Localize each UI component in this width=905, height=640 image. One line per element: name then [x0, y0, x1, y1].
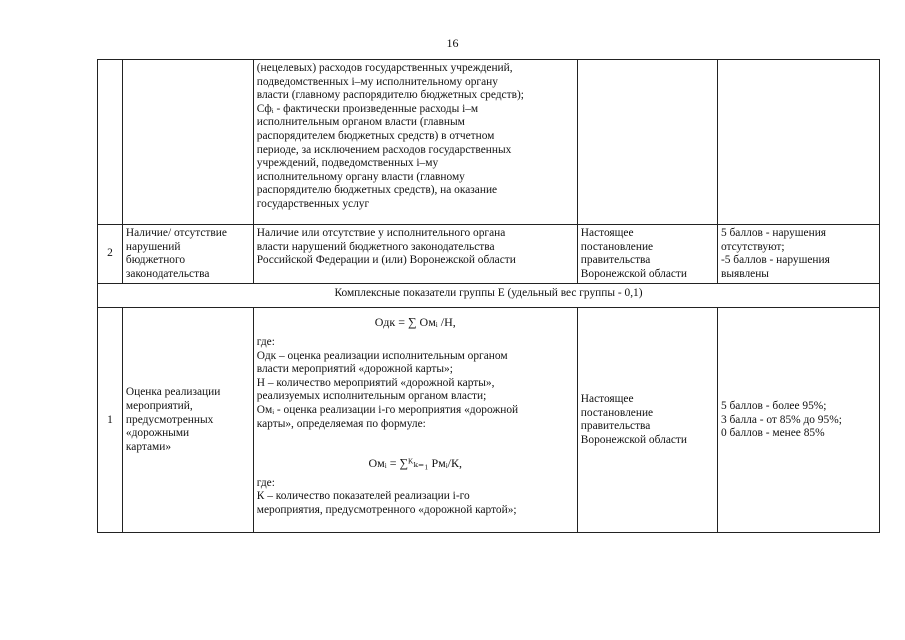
cell-description: [253, 60, 577, 225]
text-line: реализуемых исполнительным органом власти;: [256, 390, 487, 403]
text-line: исполнительным органом власти (главным: [256, 116, 465, 129]
text-line: мероприятия, предусмотренного «дорожной картой»;: [256, 503, 517, 516]
text-line: Наличие или отсутствие у исполнительного органа: [256, 227, 506, 239]
text-line: предусмотренных: [125, 413, 214, 426]
cell-number: 1: [98, 308, 123, 533]
text-line: Сфᵢ - фактически произведенные расходы i–м: [256, 102, 479, 115]
text-line: Н – количество мероприятий «дорожной карты»,: [256, 376, 495, 389]
text-line: картами»: [125, 440, 172, 453]
text-line: государственных услуг: [256, 197, 370, 210]
text-line: 0 баллов - менее 85%: [720, 427, 825, 440]
text-line: (нецелевых) расходов государственных учреждений,: [256, 62, 513, 74]
text-line: периоде, за исключением расходов государственных: [256, 143, 512, 156]
text-line: Настоящее: [580, 227, 634, 239]
text-line: Воронежской области: [580, 267, 688, 280]
text-line: подведомственных i–му исполнительному органу: [256, 75, 498, 88]
cell-scores: [717, 308, 879, 533]
text-line: отсутствуют;: [720, 240, 785, 253]
criteria-table: [97, 59, 880, 533]
table-row-group-header: [98, 284, 880, 308]
table-row-budget-violations: [98, 225, 880, 284]
formula-activity-score: Омᵢ = ∑ᴷₖ₌₁ Рмᵢ/К,: [368, 456, 463, 471]
text-line: законодательства: [125, 267, 210, 280]
text-line: Омᵢ - оценка реализации i-го мероприятия «дорожной: [256, 403, 519, 416]
cell-name: [122, 225, 253, 284]
text-line: 3 балла - от 85% до 95%;: [720, 413, 842, 426]
text-line: бюджетного: [125, 254, 186, 267]
text-line: Настоящее: [580, 393, 634, 406]
text-line: распорядителю бюджетных средств), на оказание: [256, 184, 498, 197]
cell-source: [577, 225, 717, 284]
text-line: власти мероприятий «дорожной карты»;: [256, 363, 453, 376]
text-line: К – количество показателей реализации i-го: [256, 490, 470, 503]
text-line: карты», определяемая по формуле:: [256, 417, 426, 430]
text-line: где:: [256, 476, 275, 489]
text-line: правительства: [580, 420, 651, 433]
page-number: 16: [446, 36, 459, 50]
group-header: Комплексные показатели группы Е (удельный вес группы - 0,1): [98, 284, 880, 308]
text-line: мероприятий,: [125, 399, 193, 412]
formula-roadmap-score: Одк = ∑ Омᵢ /Н,: [374, 315, 456, 330]
text-line: правительства: [580, 254, 651, 267]
text-line: Наличие/ отсутствие: [125, 227, 227, 239]
text-line: учреждений, подведомственных i–му: [256, 157, 439, 170]
cell-scores: [717, 60, 879, 225]
text-line: власти нарушений бюджетного законодательства: [256, 240, 495, 253]
table-row-roadmap: [98, 308, 880, 533]
text-line: -5 баллов - нарушения: [720, 254, 830, 267]
table-row-continuation: [98, 60, 880, 225]
text-line: выявлены: [720, 267, 769, 280]
text-line: 5 баллов - нарушения: [720, 227, 827, 239]
cell-source: [577, 308, 717, 533]
cell-scores: [717, 225, 879, 284]
text-line: постановление: [580, 406, 654, 419]
cell-number: [98, 60, 123, 225]
text-line: нарушений: [125, 240, 181, 253]
cell-number: 2: [98, 225, 123, 284]
text-line: где:: [256, 335, 275, 348]
text-line: 5 баллов - более 95%;: [720, 399, 827, 412]
text-line: исполнительному органу власти (главному: [256, 170, 465, 183]
text-line: постановление: [580, 240, 654, 253]
text-line: Российской Федерации и (или) Воронежской области: [256, 254, 516, 267]
cell-source: [577, 60, 717, 225]
cell-description: [253, 225, 577, 284]
text-line: распорядителем бюджетных средств) в отчетном: [256, 129, 495, 142]
text-line: Одк – оценка реализации исполнительным органом: [256, 349, 508, 362]
text-line: «дорожными: [125, 427, 190, 440]
text-line: Воронежской области: [580, 433, 688, 446]
cell-description: [253, 308, 577, 533]
cell-name: [122, 308, 253, 533]
text-line: Оценка реализации: [125, 386, 221, 399]
cell-name: [122, 60, 253, 225]
text-line: власти (главному распорядителю бюджетных средств);: [256, 89, 524, 102]
